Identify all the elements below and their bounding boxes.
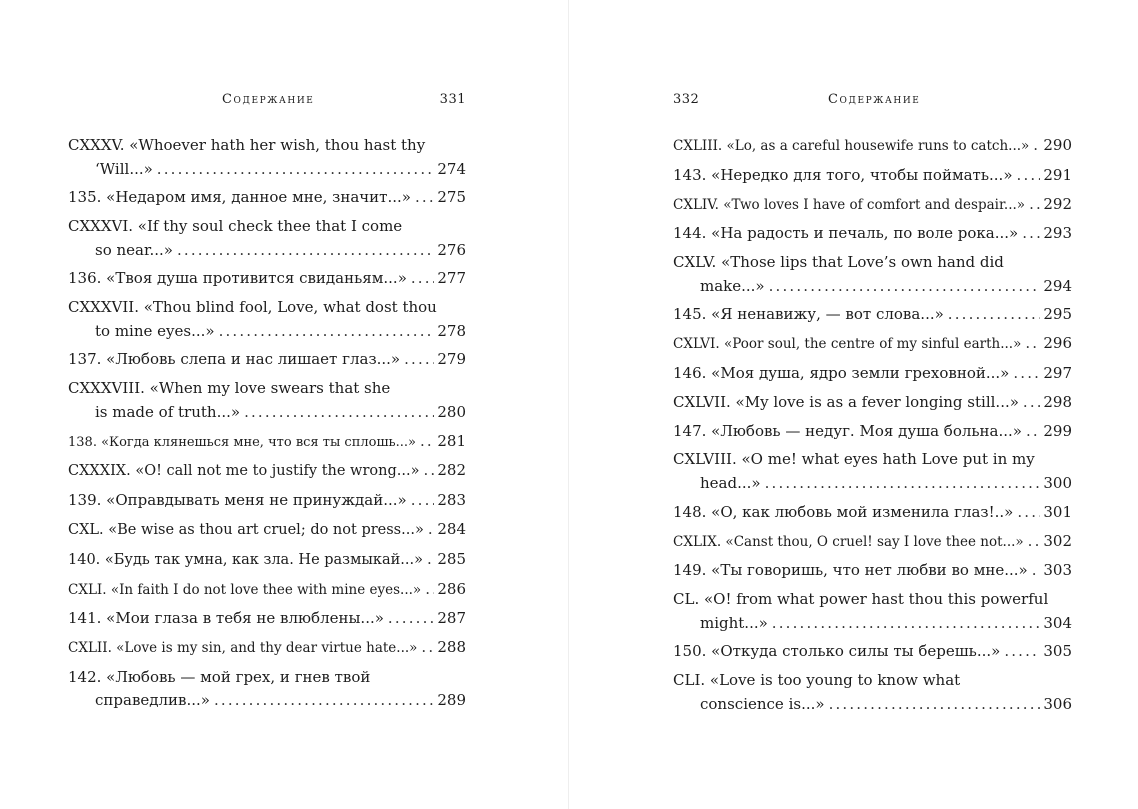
toc-entry-line (68, 578, 466, 603)
toc-entry-title: CXLVII. «My love is as a fever longing still...» (673, 392, 1019, 411)
toc-page-number: 294 (1043, 276, 1072, 295)
toc-entry (68, 459, 466, 484)
dot-leader (829, 693, 1041, 717)
toc-entry-title-continued: make...» (700, 276, 765, 295)
page-gutter (568, 0, 569, 809)
toc-entry (673, 362, 1072, 386)
toc-page-number: 281 (437, 431, 466, 450)
toc-entry-line (673, 332, 1072, 357)
toc-entry-title: 149. «Ты говоришь, что нет любви во мне...» (673, 561, 1028, 580)
toc-entry (68, 186, 466, 210)
toc-page-number: 302 (1043, 531, 1072, 550)
toc-page-number: 283 (437, 491, 466, 510)
toc-entry (673, 134, 1072, 159)
toc-page-number: 282 (437, 461, 466, 480)
toc-entry-line (673, 193, 1072, 218)
toc-entry-line (68, 689, 466, 713)
toc-entry-title: 146. «Моя душа, ядро земли греховной...» (673, 364, 1010, 383)
toc-entry-line (673, 362, 1072, 386)
dot-leader (1013, 362, 1040, 386)
toc-entry (68, 430, 466, 455)
toc-page-number: 296 (1043, 334, 1072, 353)
toc-entry-title: 135. «Недаром имя, данное мне, значит...» (68, 188, 411, 207)
dot-leader (428, 518, 435, 542)
toc-page-number: 288 (437, 638, 466, 657)
toc-entry-line (68, 267, 466, 291)
toc-entry (673, 332, 1072, 357)
toc-entry-line (673, 222, 1072, 246)
toc-entry-line (673, 559, 1072, 583)
dot-leader (948, 303, 1041, 327)
toc-entry-title-continued: ‘Will...» (95, 159, 153, 178)
toc-entry (673, 501, 1072, 525)
toc-entry-line (673, 693, 1072, 717)
toc-page-number: 278 (437, 321, 466, 340)
toc-page-number: 289 (437, 691, 466, 710)
toc-entry-title: 144. «На радость и печаль, по воле рока...» (673, 224, 1019, 243)
toc-page-number: 291 (1043, 165, 1072, 184)
toc-entry (68, 348, 466, 372)
left-running-head (68, 92, 466, 112)
toc-entry (68, 377, 466, 424)
toc-page-number: 276 (437, 240, 466, 259)
toc-entry (68, 489, 466, 513)
toc-entry (68, 607, 466, 631)
toc-entry-title: 143. «Нередко для того, чтобы поймать...» (673, 165, 1013, 184)
toc-entry-title: CXXXVIII. «When my love swears that she (68, 379, 391, 398)
dot-leader (1022, 222, 1040, 246)
toc-entry-line (673, 640, 1072, 664)
toc-page-number: 298 (1043, 392, 1072, 411)
toc-entry-line (673, 501, 1072, 525)
toc-entry-line (68, 489, 466, 513)
toc-page-number: 295 (1043, 305, 1072, 324)
dot-leader (1029, 193, 1040, 217)
dot-leader (157, 158, 435, 182)
dot-leader (1017, 164, 1041, 188)
toc-entry (68, 518, 466, 543)
dot-leader (425, 578, 434, 602)
toc-entry-line (68, 239, 466, 263)
dot-leader (1032, 559, 1041, 583)
dot-leader (1028, 530, 1041, 554)
toc-entry-title: 150. «Откуда столько силы ты берешь...» (673, 642, 1001, 661)
toc-entry-line (68, 636, 466, 661)
toc-entry-title-continued: might...» (700, 613, 768, 632)
toc-entry-title: 136. «Твоя душа противится свиданьям...» (68, 269, 407, 288)
page-number: 332 (673, 92, 700, 107)
toc-page-number: 285 (437, 549, 466, 568)
toc-entry-title: 145. «Я ненавижу, — вот слова...» (673, 305, 944, 324)
toc-page-number: 293 (1043, 224, 1072, 243)
toc-entry-line (673, 420, 1072, 444)
dot-leader (1033, 134, 1040, 158)
toc-entry (68, 296, 466, 343)
toc-entry-title: CXLIX. «Canst thou, O cruel! say I love thee not...» (673, 533, 1024, 550)
dot-leader (1023, 391, 1040, 415)
toc-page-number: 297 (1043, 364, 1072, 383)
toc-entry-line (673, 134, 1072, 159)
toc-page-number: 275 (437, 188, 466, 207)
table-of-contents-right (673, 134, 1072, 722)
toc-entry (68, 134, 466, 181)
dot-leader (423, 459, 434, 483)
toc-entry-line (68, 186, 466, 210)
toc-page-number: 300 (1043, 473, 1072, 492)
toc-page-number: 292 (1043, 194, 1072, 213)
toc-entry (68, 548, 466, 573)
right-running-head (673, 92, 1072, 112)
toc-entry (673, 303, 1072, 327)
toc-entry-title: 147. «Любовь — недуг. Моя душа больна...» (673, 421, 1022, 440)
dot-leader (219, 320, 435, 344)
toc-page-number: 301 (1043, 502, 1072, 521)
toc-entry-line (68, 607, 466, 631)
toc-entry (673, 193, 1072, 218)
dot-leader (765, 472, 1041, 496)
dot-leader (1025, 332, 1040, 356)
toc-entry (673, 530, 1072, 555)
dot-leader (404, 348, 434, 372)
toc-entry (673, 164, 1072, 188)
running-head-title: Содержание (222, 92, 315, 107)
page-number: 331 (439, 92, 466, 107)
toc-entry-line (673, 391, 1072, 415)
toc-entry (673, 559, 1072, 583)
toc-entry-title: 140. «Будь так умна, как зла. Не размыкай...» (68, 551, 423, 568)
left-page (68, 0, 466, 809)
toc-page-number: 284 (437, 519, 466, 538)
dot-leader (769, 275, 1041, 299)
toc-entry-line (68, 320, 466, 344)
toc-page-number: 274 (437, 159, 466, 178)
toc-entry-title: CXL. «Be wise as thou art cruel; do not press...» (68, 521, 424, 538)
toc-entry-title-continued: to mine eyes...» (95, 321, 215, 340)
toc-entry (673, 640, 1072, 664)
toc-entry-title: CXXXVII. «Thou blind fool, Love, what dost thou (68, 298, 437, 317)
dot-leader (772, 612, 1041, 636)
dot-leader (427, 548, 434, 572)
dot-leader (1017, 501, 1040, 525)
toc-entry-line (673, 472, 1072, 496)
toc-entry-title-continued: conscience is...» (700, 694, 825, 713)
dot-leader (388, 607, 434, 631)
toc-entry (68, 666, 466, 713)
toc-entry-line (68, 518, 466, 543)
toc-page-number: 304 (1043, 613, 1072, 632)
toc-page-number: 299 (1043, 421, 1072, 440)
toc-page-number: 279 (437, 350, 466, 369)
toc-entry-title: CXXXVI. «If thy soul check thee that I come (68, 217, 403, 236)
toc-entry (68, 267, 466, 291)
toc-entry-title-continued: head...» (700, 473, 761, 492)
toc-entry-line (673, 303, 1072, 327)
toc-page-number: 286 (437, 579, 466, 598)
toc-page-number: 306 (1043, 694, 1072, 713)
toc-entry-title: 141. «Мои глаза в тебя не влюблены...» (68, 609, 384, 628)
toc-entry-line (673, 164, 1072, 188)
toc-entry-title: 138. «Когда клянешься мне, что вся ты сплошь...» (68, 434, 416, 450)
right-page (673, 0, 1072, 809)
toc-page-number: 305 (1043, 642, 1072, 661)
toc-entry-title: CLI. «Love is too young to know what (673, 671, 961, 690)
dot-leader (420, 430, 434, 454)
toc-entry (68, 636, 466, 661)
toc-entry-title: CXLIII. «Lo, as a careful housewife runs to catch...» (673, 138, 1030, 154)
toc-entry-line (673, 612, 1072, 636)
toc-entry-line (68, 430, 466, 455)
toc-entry-title: CXLII. «Love is my sin, and thy dear virtue hate...» (68, 640, 418, 657)
dot-leader (421, 636, 434, 660)
toc-entry (673, 391, 1072, 415)
dot-leader (244, 401, 434, 425)
toc-entry-title-continued: is made of truth...» (95, 402, 241, 421)
dot-leader (214, 689, 434, 713)
toc-page-number: 287 (437, 609, 466, 628)
dot-leader (411, 489, 435, 513)
toc-entry-title: 139. «Оправдывать меня не принуждай...» (68, 491, 407, 510)
dot-leader (411, 267, 434, 291)
toc-entry-title: 148. «О, как любовь мой изменила глаз!..» (673, 502, 1014, 521)
toc-entry (68, 578, 466, 603)
toc-entry-line (68, 348, 466, 372)
toc-entry (673, 448, 1072, 495)
toc-page-number: 280 (437, 402, 466, 421)
toc-entry (673, 420, 1072, 444)
toc-entry (673, 669, 1072, 716)
running-head-title: Содержание (828, 92, 921, 107)
toc-page-number: 290 (1043, 136, 1072, 154)
toc-page-number: 277 (437, 269, 466, 288)
toc-entry-title-continued: справедлив...» (95, 691, 210, 710)
toc-entry-title: 137. «Любовь слепа и нас лишает глаз...» (68, 350, 401, 369)
table-of-contents-left (68, 134, 466, 718)
toc-entry-title: CXLVI. «Poor soul, the centre of my sinful earth...» (673, 336, 1022, 353)
toc-entry-title: CXLI. «In faith I do not love thee with mine eyes...» (68, 581, 422, 598)
dot-leader (177, 239, 434, 263)
toc-entry-line (68, 401, 466, 425)
toc-entry (673, 588, 1072, 635)
toc-entry-title: CXLVIII. «O me! what eyes hath Love put in my (673, 450, 1035, 469)
dot-leader (415, 186, 434, 210)
toc-entry-title: CXXXV. «Whoever hath her wish, thou hast thy (68, 136, 426, 154)
toc-entry-line (68, 459, 466, 484)
toc-page-number: 303 (1043, 561, 1072, 580)
toc-entry (68, 215, 466, 262)
toc-entry-title: CL. «O! from what power hast thou this powerful (673, 590, 1049, 609)
toc-entry-line (68, 548, 466, 573)
toc-entry-title-continued: so near...» (95, 240, 173, 259)
toc-entry (673, 251, 1072, 298)
toc-entry-line (68, 158, 466, 182)
dot-leader (1004, 640, 1040, 664)
toc-entry-title: 142. «Любовь — мой грех, и гнев твой (68, 667, 371, 686)
toc-entry-line (673, 275, 1072, 299)
toc-entry-line (673, 530, 1072, 555)
toc-entry-title: CXLV. «Those lips that Love’s own hand did (673, 253, 1004, 272)
toc-entry (673, 222, 1072, 246)
dot-leader (1026, 420, 1040, 444)
toc-entry-title: CXXXIX. «O! call not me to justify the wrong...» (68, 463, 420, 480)
toc-entry-title: CXLIV. «Two loves I have of comfort and despair...» (673, 196, 1026, 213)
